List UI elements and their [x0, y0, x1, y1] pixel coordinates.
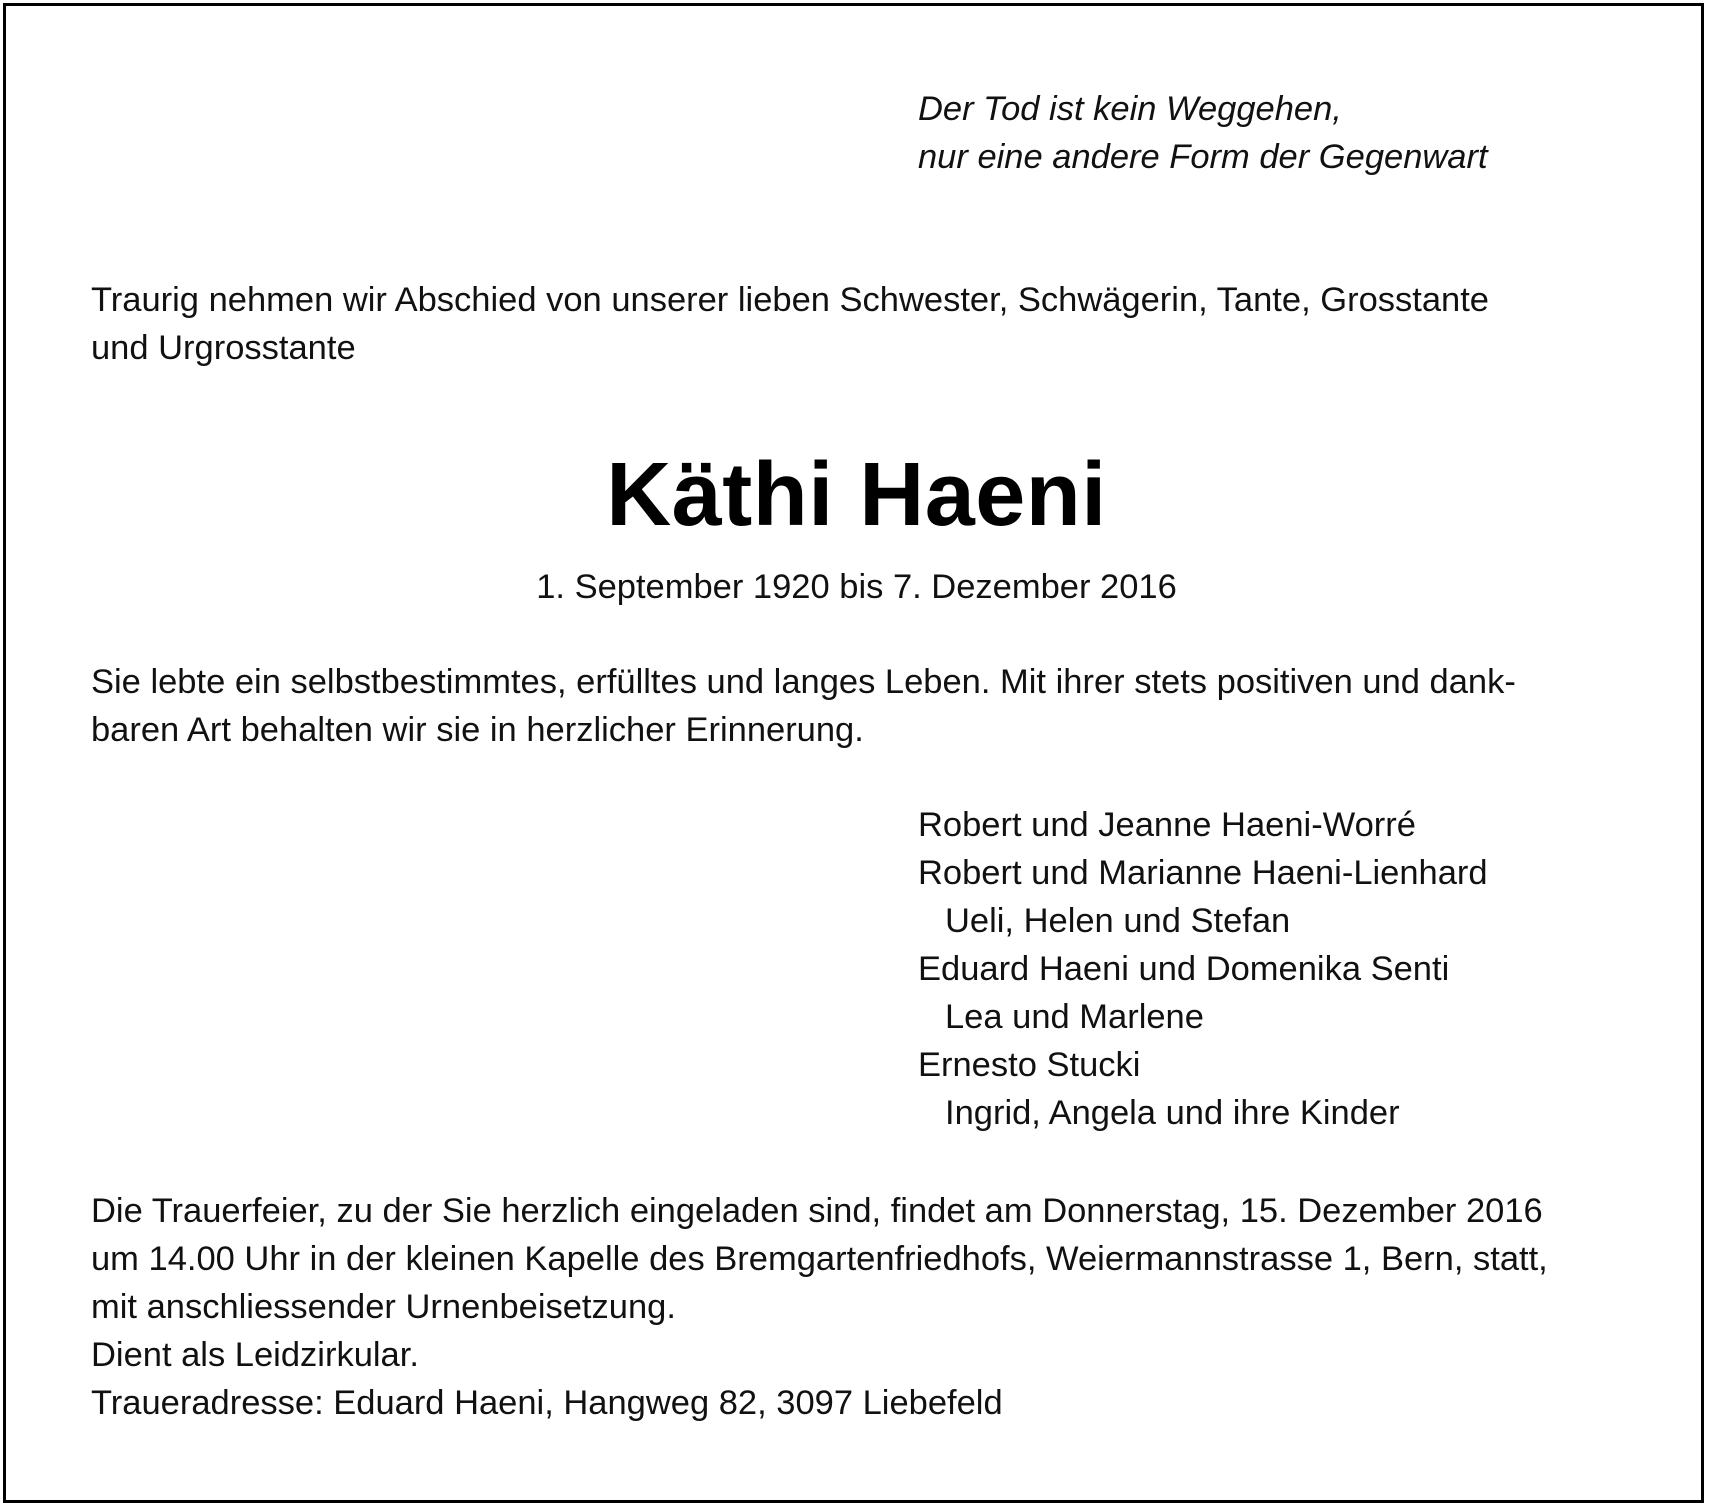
mourner-entry: Lea und Marlene [945, 998, 1204, 1036]
service-line: um 14.00 Uhr in der kleinen Kapelle des Bremgartenfriedhofs, Weiermannstrasse 1, Bern, statt, [91, 1240, 1548, 1278]
service-line: Dient als Leidzirkular. [91, 1336, 419, 1374]
intro-line: Traurig nehmen wir Abschied von unserer lieben Schwester, Schwägerin, Tante, Grosstante [91, 281, 1489, 319]
mourner-entry: Ernesto Stucki [918, 1046, 1141, 1084]
service-details [91, 1187, 1548, 1427]
motto-line: nur eine andere Form der Gegenwart [918, 138, 1488, 176]
mourner-entry: Robert und Marianne Haeni-Lienhard [918, 854, 1488, 892]
mourner-entry: Eduard Haeni und Domenika Senti [918, 950, 1450, 988]
intro-paragraph [91, 276, 1489, 372]
service-line: Die Trauerfeier, zu der Sie herzlich eingeladen sind, findet am Donnerstag, 15. Dezember 2016 [91, 1192, 1543, 1230]
service-line: mit anschliessender Urnenbeisetzung. [91, 1288, 676, 1326]
tribute-line: baren Art behalten wir sie in herzlicher Erinnerung. [91, 711, 864, 749]
intro-line: und Urgrosstante [91, 329, 356, 367]
service-line: Traueradresse: Eduard Haeni, Hangweg 82, 3097 Liebefeld [91, 1384, 1003, 1422]
tribute-paragraph [91, 658, 1516, 754]
motto-quote [918, 85, 1488, 181]
mourner-entry: Ueli, Helen und Stefan [945, 902, 1291, 940]
deceased-name: Käthi Haeni [606, 445, 1107, 545]
tribute-line: Sie lebte ein selbstbestimmtes, erfülltes und langes Leben. Mit ihrer stets positiven und dank- [91, 663, 1516, 701]
life-dates: 1. September 1920 bis 7. Dezember 2016 [536, 568, 1177, 606]
motto-line: Der Tod ist kein Weggehen, [918, 90, 1342, 128]
mourner-entry: Ingrid, Angela und ihre Kinder [945, 1094, 1400, 1132]
mourner-entry: Robert und Jeanne Haeni-Worré [918, 806, 1416, 844]
mourners-list [918, 801, 1488, 1137]
